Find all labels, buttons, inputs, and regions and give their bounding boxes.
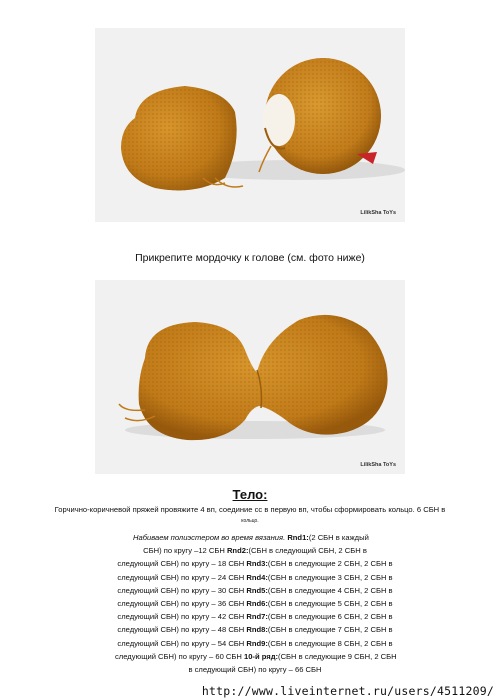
instruction-line (115, 623, 395, 636)
round-label: Rnd9: (246, 638, 268, 648)
round-label: Rnd8: (246, 625, 268, 635)
source-url[interactable]: http://www.liveinternet.ru/users/4511209/ (201, 684, 494, 698)
instruction-line (115, 544, 395, 557)
photo-assembled-head-image (95, 280, 405, 474)
round-text: следующий СБН) по кругу – 36 СБН (117, 599, 247, 609)
instruction-line (115, 650, 395, 663)
section-title: Тело: (232, 487, 268, 502)
round-text: следующий СБН) по кругу – 24 СБН (117, 572, 247, 582)
instruction-line (115, 557, 395, 570)
instruction-line (115, 531, 395, 544)
photo-snout-and-head (95, 28, 405, 222)
round-label: Rnd1: (287, 533, 309, 542)
round-label: Rnd4: (246, 572, 268, 582)
round-instructions (115, 531, 395, 676)
instruction-line (115, 610, 395, 623)
intro-tail: кольцо. (241, 518, 259, 524)
round-text: (СБН в следующие 9 СБН, 2 СБН (278, 651, 397, 661)
round-text: следующий СБН) по кругу – 30 СБН (117, 585, 247, 595)
stuffing-note: Набиваем полиэстером во время вязания. (133, 533, 286, 542)
instruction-line (115, 571, 395, 584)
round-text: (СБН в следующие 5 СБН, 2 СБН в (267, 599, 393, 609)
photo-watermark: LilikSha ToYs (360, 462, 396, 468)
round-text: СБН) по кругу –12 СБН (143, 546, 227, 556)
intro-paragraph (30, 505, 470, 525)
round-text: следующий СБН) по кругу – 42 СБН (117, 612, 247, 622)
photo-caption: Прикрепите мордочку к голове (см. фото ниже) (135, 252, 365, 264)
round-label: Rnd5: (246, 585, 268, 595)
intro-text: Горчично-коричневой пряжей провяжите 4 вп, соединие сс в первую вп, чтобы сформировать кольцо. 6 СБН в (54, 505, 446, 514)
instruction-line (115, 663, 395, 676)
photo-snout-and-head-image (95, 28, 405, 222)
round-text: (2 СБН в каждый (308, 533, 369, 542)
instruction-line (115, 584, 395, 597)
round-label: Rnd3: (246, 559, 268, 569)
round-label: Rnd2: (226, 546, 249, 556)
round-label: Rnd7: (246, 612, 268, 622)
instruction-line (115, 637, 395, 650)
round-text: в следующий СБН) по кругу – 66 СБН (188, 665, 322, 675)
round-text: (СБН в следующий СБН, 2 СБН в (248, 546, 367, 556)
round-text: (СБН в следующие 6 СБН, 2 СБН в (267, 612, 393, 622)
round-text: (СБН в следующие 7 СБН, 2 СБН в (267, 625, 393, 635)
photo-watermark: LilikSha ToYs (360, 210, 396, 216)
round-label: 10-й ряд: (243, 651, 279, 661)
round-text: (СБН в следующие 8 СБН, 2 СБН в (267, 638, 393, 648)
round-text: следующий СБН) по кругу – 48 СБН (117, 625, 247, 635)
round-text: следующий СБН) по кругу – 18 СБН (117, 559, 247, 569)
round-text: (СБН в следующие 2 СБН, 2 СБН в (267, 559, 393, 569)
photo-assembled-head (95, 280, 405, 474)
instruction-line (115, 597, 395, 610)
round-text: следующий СБН) по кругу – 54 СБН (117, 638, 247, 648)
round-text: (СБН в следующие 3 СБН, 2 СБН в (267, 572, 393, 582)
round-label: Rnd6: (246, 599, 268, 609)
round-text: (СБН в следующие 4 СБН, 2 СБН в (267, 585, 393, 595)
round-text: следующий СБН) по кругу – 60 СБН (115, 651, 244, 661)
